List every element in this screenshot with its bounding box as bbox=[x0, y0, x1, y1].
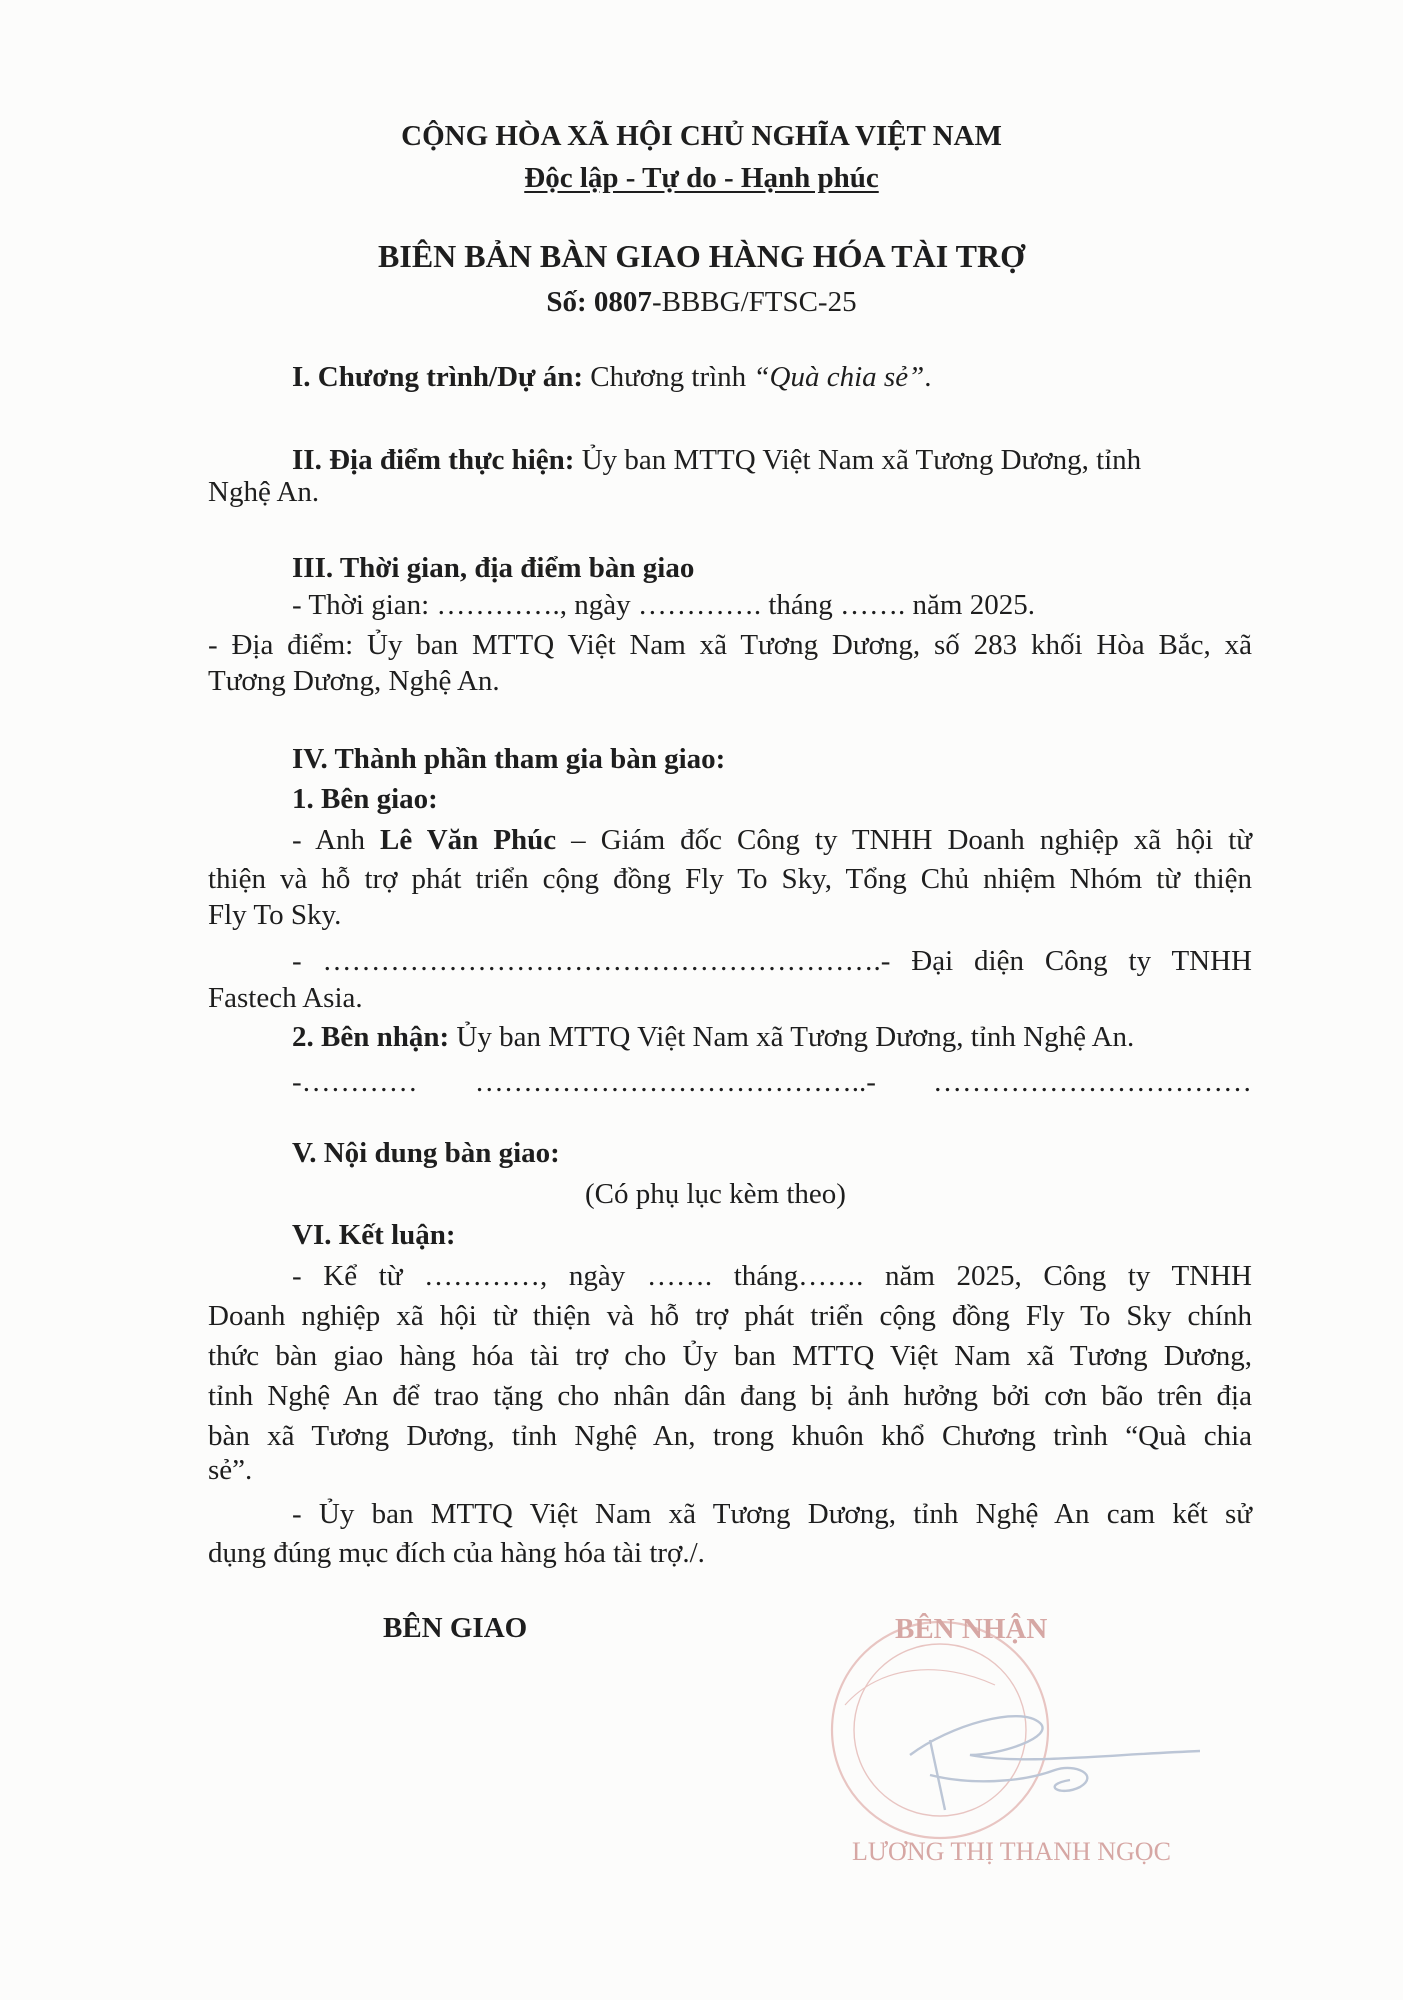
commitment-line-1: - Ủy ban MTTQ Việt Nam xã Tương Dương, tỉnh Nghệ An cam kết sử bbox=[292, 1498, 1252, 1530]
receiver-text: Ủy ban MTTQ Việt Nam xã Tương Dương, tỉnh Nghệ An. bbox=[449, 1021, 1135, 1053]
conclusion-line-5: bàn xã Tương Dương, tỉnh Nghệ An, trong khuôn khổ Chương trình “Quà chia bbox=[208, 1420, 1252, 1452]
giver-line-2: thiện và hỗ trợ phát triển cộng đồng Fly To Sky, Tổng Chủ nhiệm Nhóm từ thiện bbox=[208, 863, 1252, 895]
motto: Độc lập - Tự do - Hạnh phúc bbox=[524, 162, 879, 194]
section-participants-heading: IV. Thành phần tham gia bàn giao: bbox=[292, 743, 726, 775]
handover-place-2: Tương Dương, Nghệ An. bbox=[208, 665, 500, 697]
conclusion-line-6: sẻ”. bbox=[208, 1454, 253, 1486]
giver-name: Lê Văn Phúc bbox=[380, 824, 557, 856]
giver-signature-label: BÊN GIAO bbox=[383, 1612, 528, 1644]
receiver-signer-name: LƯƠNG THỊ THANH NGỌC bbox=[852, 1837, 1171, 1866]
commitment-line-2: dụng đúng mục đích của hàng hóa tài trợ./. bbox=[208, 1537, 705, 1569]
section-location bbox=[292, 442, 1141, 478]
giver-line-3: Fly To Sky. bbox=[208, 899, 342, 931]
handover-place-1: - Địa điểm: Ủy ban MTTQ Việt Nam xã Tương Dương, số 283 khối Hòa Bắc, xã bbox=[208, 629, 1252, 661]
section-program-heading: I. Chương trình/Dự án: bbox=[292, 361, 583, 393]
giver-prefix: - Anh bbox=[292, 824, 381, 856]
receiver-representative-line: -………… …………………………………..- …………………………… bbox=[292, 1066, 1252, 1098]
appendix-note: (Có phụ lục kèm theo) bbox=[585, 1178, 846, 1210]
section-conclusion-heading: VI. Kết luận: bbox=[292, 1219, 456, 1251]
giver-line-1-rest: – Giám đốc Công ty TNHH Doanh nghiệp xã hội từ bbox=[556, 824, 1252, 856]
giver-line-1 bbox=[292, 822, 1252, 858]
section-program-end: . bbox=[924, 361, 932, 393]
signature-mark bbox=[910, 1716, 1200, 1810]
section-program-text: Chương trình bbox=[582, 361, 754, 393]
conclusion-line-1: - Kể từ …………, ngày ……. tháng……. năm 2025, Công ty TNHH bbox=[292, 1260, 1252, 1292]
conclusion-line-4: tỉnh Nghệ An để trao tặng cho nhân dân đang bị ảnh hưởng bởi cơn bão trên địa bbox=[208, 1380, 1252, 1412]
giver-heading: 1. Bên giao: bbox=[292, 783, 438, 815]
section-content-heading: V. Nội dung bàn giao: bbox=[292, 1137, 560, 1169]
document-title: BIÊN BẢN BÀN GIAO HÀNG HÓA TÀI TRỢ bbox=[378, 238, 1025, 274]
receiver-signature-label: BÊN NHẬN bbox=[895, 1613, 1048, 1645]
country-header: CỘNG HÒA XÃ HỘI CHỦ NGHĨA VIỆT NAM bbox=[401, 120, 1002, 152]
section-location-heading: II. Địa điểm thực hiện: bbox=[292, 444, 575, 476]
representative-line-2: Fastech Asia. bbox=[208, 982, 363, 1014]
section-location-text: Ủy ban MTTQ Việt Nam xã Tương Dương, tỉnh bbox=[574, 444, 1142, 476]
document-number-code: -BBBG/FTSC-25 bbox=[651, 286, 857, 318]
receiver-heading: 2. Bên nhận: bbox=[292, 1021, 450, 1053]
section-time-place-heading: III. Thời gian, địa điểm bàn giao bbox=[292, 552, 695, 584]
document-number bbox=[0, 284, 1403, 320]
section-program bbox=[292, 359, 931, 395]
program-name: “Quà chia sẻ” bbox=[753, 361, 925, 393]
representative-line-1: - ………………………………………………….- Đại diện Công ty TNHH bbox=[292, 945, 1252, 977]
conclusion-line-3: thức bàn giao hàng hóa tài trợ cho Ủy ban MTTQ Việt Nam xã Tương Dương, bbox=[208, 1340, 1252, 1372]
receiver-line bbox=[292, 1019, 1134, 1055]
document-number-label: Số: 0807 bbox=[546, 286, 652, 318]
section-location-text-2: Nghệ An. bbox=[208, 476, 320, 508]
conclusion-line-2: Doanh nghiệp xã hội từ thiện và hỗ trợ phát triển cộng đồng Fly To Sky chính bbox=[208, 1300, 1252, 1332]
handover-time: - Thời gian: …………., ngày …………. tháng ……. năm 2025. bbox=[292, 589, 1035, 621]
